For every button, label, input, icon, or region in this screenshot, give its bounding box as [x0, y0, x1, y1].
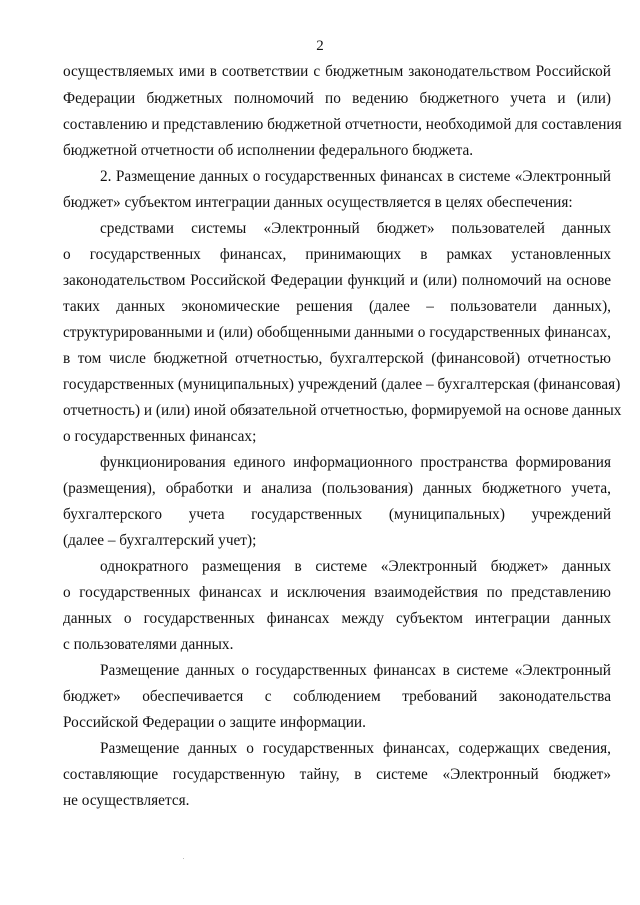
- text-line: Российской Федерации о защите информации.: [63, 714, 366, 731]
- text-line: структурированными и (или) обобщенными данными о государственных финансах,: [63, 324, 611, 341]
- text-line: данных о государственных финансах между субъектом интеграции данных: [63, 610, 611, 627]
- text-line: составлению и представлению бюджетной отчетности, необходимой для составления: [63, 116, 622, 133]
- text-line: законодательством Российской Федерации функций и (или) полномочий на основе: [63, 272, 611, 289]
- text-line: 2. Размещение данных о государственных финансах в системе «Электронный: [100, 168, 611, 185]
- text-line: (размещения), обработки и анализа (пользования) данных бюджетного учета,: [63, 480, 611, 497]
- text-line: Размещение данных о государственных финансах, содержащих сведения,: [100, 740, 611, 757]
- text-line: (далее – бухгалтерский учет);: [63, 532, 257, 549]
- text-line: отчетность) и (или) иной обязательной отчетностью, формируемой на основе данных: [63, 402, 622, 419]
- text-line: Федерации бюджетных полномочий по ведению бюджетного учета и (или): [63, 90, 611, 107]
- text-line: средствами системы «Электронный бюджет» пользователей данных: [100, 220, 611, 237]
- page-number: 2: [316, 38, 324, 54]
- text-line: бюджетной отчетности об исполнении федерального бюджета.: [63, 142, 474, 159]
- text-line: таких данных экономические решения (далее – пользователи данных),: [63, 298, 611, 315]
- text-line: в том числе бюджетной отчетностью, бухгалтерской (финансовой) отчетностью: [63, 350, 611, 367]
- text-line: составляющие государственную тайну, в системе «Электронный бюджет»: [63, 766, 611, 783]
- text-line: о государственных финансах;: [63, 428, 257, 445]
- text-line: бухгалтерского учета государственных (муниципальных) учреждений: [63, 506, 611, 523]
- text-line: с пользователями данных.: [63, 636, 234, 653]
- text-line: однократного размещения в системе «Электронный бюджет» данных: [100, 558, 611, 575]
- text-line: осуществляемых ими в соответствии с бюджетным законодательством Российской: [63, 63, 611, 80]
- text-line: государственных (муниципальных) учреждений (далее – бухгалтерская (финансовая): [63, 376, 621, 393]
- text-line: бюджет» субъектом интеграции данных осуществляется в целях обеспечения:: [63, 194, 573, 211]
- text-line: не осуществляется.: [63, 792, 190, 809]
- text-line: функционирования единого информационного пространства формирования: [100, 454, 611, 471]
- text-line: о государственных финансах, принимающих в рамках установленных: [63, 246, 611, 263]
- text-line: Размещение данных о государственных финансах в системе «Электронный: [100, 662, 611, 679]
- text-line: бюджет» обеспечивается с соблюдением требований законодательства: [63, 688, 611, 705]
- scan-speck: [183, 858, 184, 859]
- text-line: о государственных финансах и исключения взаимодействия по представлению: [63, 584, 611, 601]
